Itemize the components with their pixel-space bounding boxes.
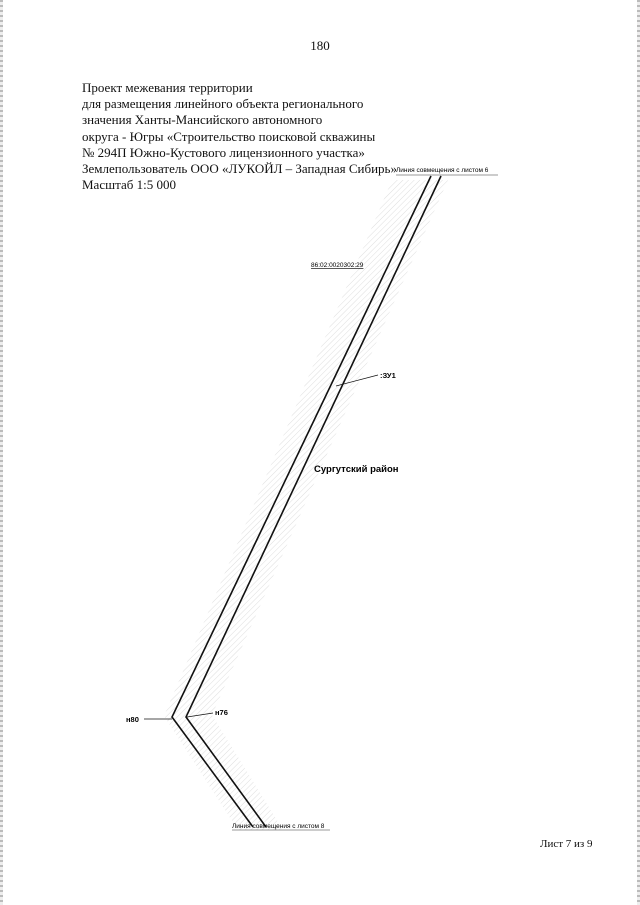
cadastral-number: 86:02:0020302:29 — [311, 262, 364, 269]
hatched-corridor — [164, 180, 448, 830]
parcel-label: :ЗУ1 — [380, 371, 396, 380]
title-line: значения Ханты-Мансийского автономного — [82, 112, 323, 128]
title-line: Землепользователь ООО «ЛУКОЙЛ – Западная Сибирь» — [82, 161, 397, 177]
match-line-top-label: Линия совмещения с листом 6 — [396, 167, 489, 174]
sheet-label: Лист 7 из 9 — [540, 838, 593, 850]
title-line: округа - Югры «Строительство поисковой скважины — [82, 128, 376, 144]
scale-label: Масштаб 1:5 000 — [82, 177, 176, 193]
page-number: 180 — [310, 38, 330, 53]
title-line: № 294П Южно-Кустового лицензионного участка» — [82, 144, 365, 160]
region-label: Сургутский район — [314, 464, 399, 475]
title-line: для размещения линейного объекта регионального — [82, 96, 364, 112]
match-line-bottom-label: Линия совмещения с листом 8 — [232, 823, 325, 830]
point-left-label: н80 — [126, 715, 139, 724]
point-right-label: н76 — [215, 708, 228, 717]
title-line: Проект межевания территории — [82, 80, 253, 95]
